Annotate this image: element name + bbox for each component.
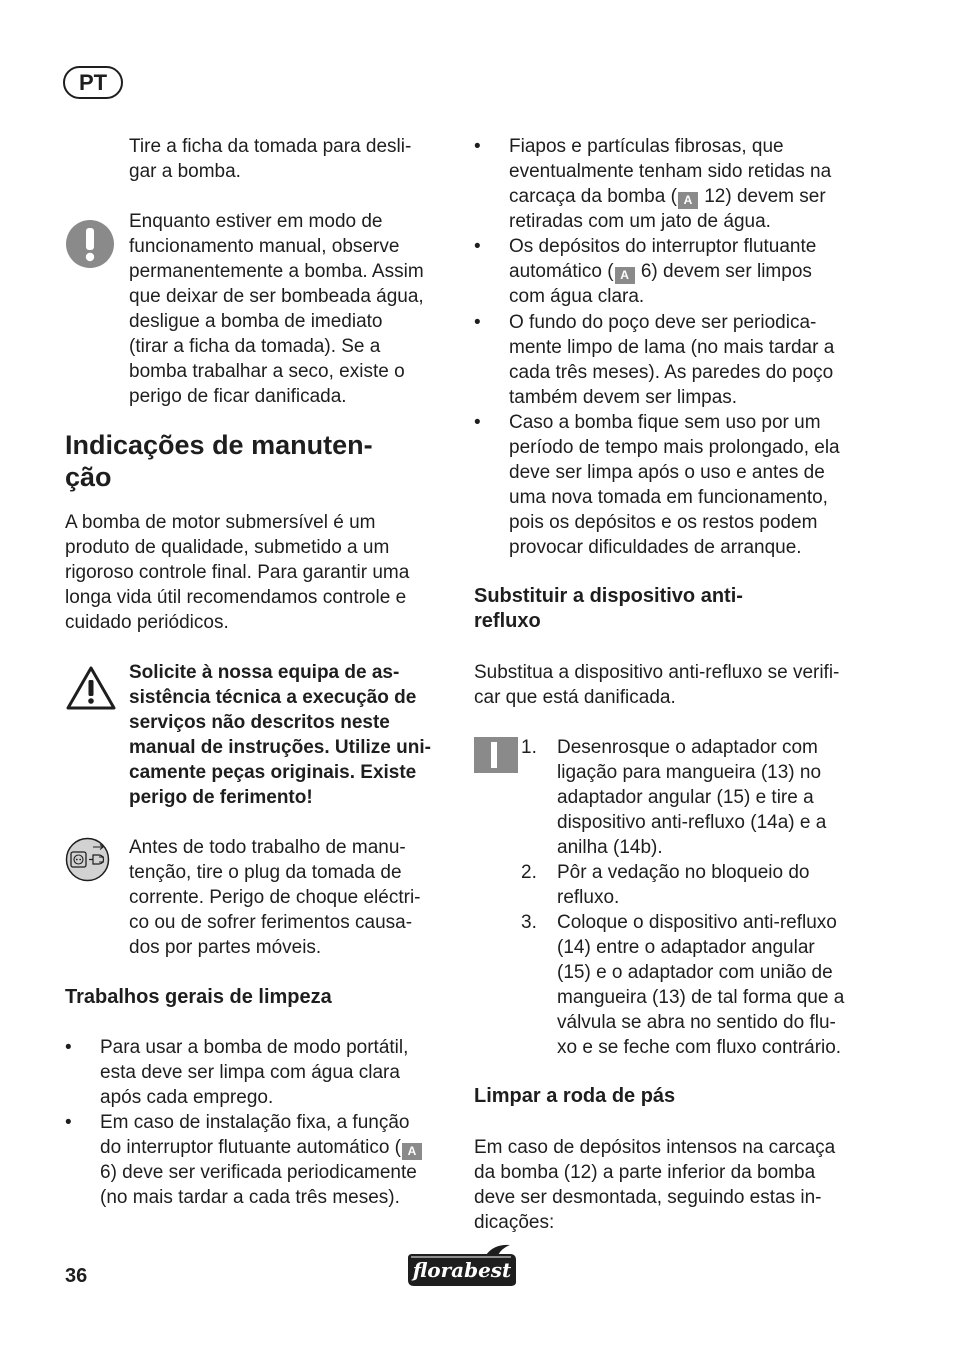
brand-logo-text: florabest: [412, 1258, 512, 1282]
unplug-warning: Antes de todo trabalho de manu- tenção, tire o plug da tomada de corrente. Perigo de choque eléctri- co ou de sofrer ferimentos causa- dos por partes móveis.: [129, 837, 421, 958]
cleaning-bullet-fixed: Em caso de instalação fixa, a função do interruptor flutuante automático (: [100, 1112, 410, 1158]
step-number: 3.: [521, 912, 537, 933]
language-badge: PT: [63, 66, 123, 99]
step-text: Pôr a vedação no bloqueio do refluxo.: [557, 862, 810, 908]
fibers-bullet: Fiapos e partículas fibrosas, que eventualmente tenham sido retidas na carcaça da bomba (: [509, 136, 832, 207]
impeller-heading: Limpar a roda de pás: [474, 1085, 676, 1107]
cleaning-heading: Trabalhos gerais de limpeza: [65, 986, 332, 1008]
bullet-marker: •: [65, 1112, 72, 1133]
cleaning-bullet-portable: Para usar a bomba de modo portátil, esta deve ser limpa com água clara após cada emprego.: [100, 1037, 409, 1108]
page-number: 36: [65, 1265, 88, 1287]
float-switch-bullet-cont: 6) devem ser limpos com água clara.: [509, 261, 812, 307]
exclamation-circle-icon: [65, 219, 115, 269]
maintenance-intro: A bomba de motor submersível é um produto de qualidade, submetido a um rigoroso controle final. Para garantir uma longa vida útil recomendamos controle e cuidado periódicos.: [65, 512, 410, 633]
list-item: [509, 234, 879, 309]
figure-ref-badge: A: [678, 192, 698, 209]
impeller-text: Em caso de depósitos intensos na carcaça da bomba (12) a parte inferior da bomba deve ser desmontada, seguindo estas in- dicações:: [474, 1137, 836, 1233]
warning-triangle-icon: [65, 665, 117, 711]
replace-valve-heading: Substituir a dispositivo anti- refluxo: [474, 585, 743, 632]
step-number: 1.: [521, 737, 537, 758]
storage-bullet: Caso a bomba fique sem uso por um período de tempo mais prolongado, ela deve ser limpa após o uso e antes de uma nova tomada em funcionamento, pois os depósitos e os restos podem provocar dificuldades de arranque.: [509, 412, 840, 558]
step-text: Desenrosque o adaptador com ligação para mangueira (13) no adaptador angular (15) e tire a dispositivo anti-refluxo (14a) e a anilha (14b).: [557, 737, 827, 858]
bullet-marker: •: [65, 1037, 72, 1058]
unplug-intro-text: Tire a ficha da tomada para desli- gar a bomba.: [129, 136, 412, 182]
list-item: [509, 134, 879, 234]
fibers-bullet-cont: 12) devem ser retiradas com um jato de água.: [509, 186, 826, 232]
maintenance-heading: Indicações de manuten- ção: [65, 430, 373, 492]
service-warning: Solicite à nossa equipa de as- sistência técnica a execução de serviços não descritos neste manual de instruções. Utilize uni- camente peças originais. Existe perigo de ferimento!: [129, 662, 431, 808]
bullet-marker: •: [474, 312, 481, 333]
float-switch-bullet: Os depósitos do interruptor flutuante automático (: [509, 236, 817, 282]
figure-ref-badge: A: [615, 267, 635, 284]
manual-mode-warning: Enquanto estiver em modo de funcionamento manual, observe permanentemente a bomba. Assim que deixar de ser bombeada água, desligue a bomba de imediato (tirar a ficha da tomada). Se a bomba trabalhar a seco, existe o perigo de ficar danificada.: [129, 211, 424, 407]
figure-ref-badge: A: [402, 1143, 422, 1160]
bullet-marker: •: [474, 412, 481, 433]
brand-logo: [406, 1244, 518, 1288]
replace-valve-intro: Substitua a dispositivo anti-refluxo se verifi- car que está danificada.: [474, 662, 840, 708]
list-item: [100, 1110, 460, 1210]
step-text: Coloque o dispositivo anti-refluxo (14) entre o adaptador angular (15) e o adaptador com união de mangueira (13) de tal forma que a válvula se abra no sentido do flu- xo e se feche com fluxo contrário.: [557, 912, 845, 1058]
bullet-marker: •: [474, 136, 481, 157]
instructions-steps-icon: [474, 737, 518, 773]
bullet-marker: •: [474, 236, 481, 257]
unplug-socket-icon: [65, 837, 110, 882]
well-bottom-bullet: O fundo do poço deve ser periodica- mente limpo de lama (no mais tardar a cada três meses). As paredes do poço também devem ser limpas.: [509, 312, 835, 408]
step-number: 2.: [521, 862, 537, 883]
cleaning-bullet-fixed-cont: 6) deve ser verificada periodicamente (no mais tardar a cada três meses).: [100, 1162, 417, 1208]
